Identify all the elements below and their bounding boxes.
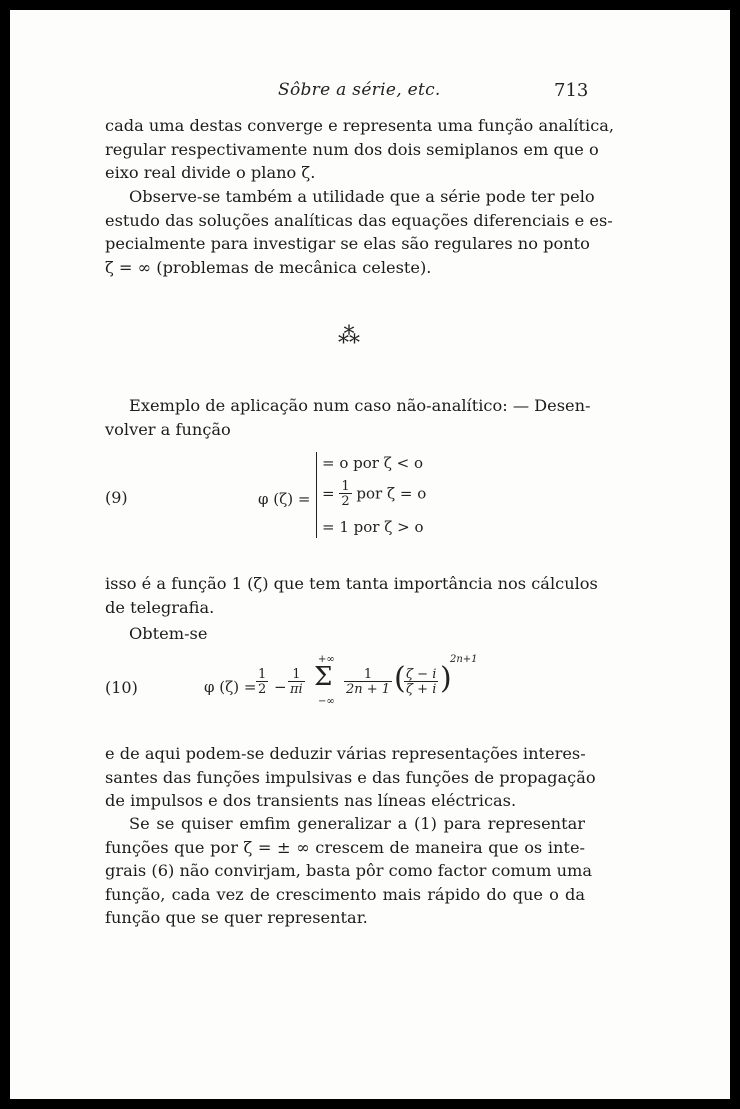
eq10-term [344,668,392,697]
eq9-case2-suffix: por ζ = o [356,484,427,503]
text-line: ζ = ∞ (problemas de mecânica celeste). [105,257,432,277]
section-break-asterism: ⁂ [338,324,360,349]
text-line: função que se quer representar. [105,908,368,927]
fraction-one-half [339,480,351,509]
text-line: isso é a função 1 (ζ) que tem tanta importância nos cálculos [105,574,598,593]
fraction-denominator: πi [290,682,303,697]
right-paren: ) [440,661,452,696]
fraction-numerator: ζ − i [406,667,437,682]
text-line: de impulsos e dos transients nas líneas eléctricas. [105,791,517,810]
fraction-numerator: 1 [258,667,267,682]
text-line: volver a função [105,419,231,439]
sum-upper-limit: +∞ [318,654,335,665]
running-title: Sôbre a série, etc. [278,80,441,100]
eq10-minus: − [274,678,287,696]
eq10-ratio [404,668,438,697]
text-line: grais (6) não convirjam, basta pôr como factor comum uma [105,861,593,880]
fraction-numerator: 1 [341,479,350,494]
equation-9-case-1: = o por ζ < o [322,454,423,472]
fraction-denominator: 2n + 1 [346,682,391,697]
paragraph-2 [105,185,613,279]
text-line: regular respectivamente num dos dois semiplanos em que o [105,139,599,159]
text-line: de telegrafia. [105,597,215,617]
equation-9-case-2 [322,480,426,509]
text-line: Se se quiser emfim generalizar a (1) para representar [129,814,585,833]
equation-9-case-3: = 1 por ζ > o [322,518,424,536]
page-number: 713 [554,80,589,101]
fraction-one-half [256,668,268,697]
equation-9-label: (9) [105,488,128,507]
text-line: Exemplo de aplicação num caso não-analítico: — Desen- [129,396,591,415]
eq10-half [256,668,268,697]
text-line: funções que por ζ = ± ∞ crescem de maneira que os inte- [105,837,585,857]
fraction-coefficient [288,668,305,697]
fraction-numerator: 1 [288,668,305,682]
equation-10 [204,654,494,714]
text-line: santes das funções impulsivas e das funções de propagação [105,767,596,787]
paragraph-4 [105,572,598,619]
left-paren: ( [394,661,406,696]
paragraph-6 [105,742,596,813]
eq10-lhs: φ (ζ) = [204,678,257,696]
fraction-ratio [404,668,438,697]
paragraph-5 [105,622,585,646]
text-line: e de aqui podem-se deduzir várias representações interes- [105,744,586,763]
text-line: pecialmente para investigar se elas são regulares no ponto [105,234,590,253]
book-page [10,10,730,1099]
fraction-denominator: 2 [341,494,350,509]
text-line: Obtem-se [129,624,208,643]
paragraph-7 [105,812,593,930]
fraction-term [344,668,392,697]
text-line: Observe-se também a utilidade que a série pode ter pelo [129,187,595,206]
exponent: 2n+1 [450,654,478,665]
fraction-denominator: 2 [258,682,267,697]
text-line: estudo das soluções analíticas das equações diferenciais e es- [105,210,613,230]
sum-lower-limit: −∞ [318,696,335,707]
summation-symbol: Σ [314,662,333,692]
eq10-coefficient [288,668,305,697]
fraction-denominator: ζ + i [406,682,437,697]
equation-9-brace [316,452,317,538]
paragraph-3 [105,394,591,441]
text-line: eixo real divide o plano ζ. [105,163,316,182]
equation-10-label: (10) [105,678,138,697]
eq9-case2-prefix: = [322,484,335,503]
fraction-numerator: 1 [344,668,392,682]
text-line: função, cada vez de crescimento mais rápido do que o da [105,884,585,904]
text-line: cada uma destas converge e representa uma função analítica, [105,116,615,135]
equation-9-lhs: φ (ζ) = [258,490,311,508]
paragraph-1 [105,114,615,185]
